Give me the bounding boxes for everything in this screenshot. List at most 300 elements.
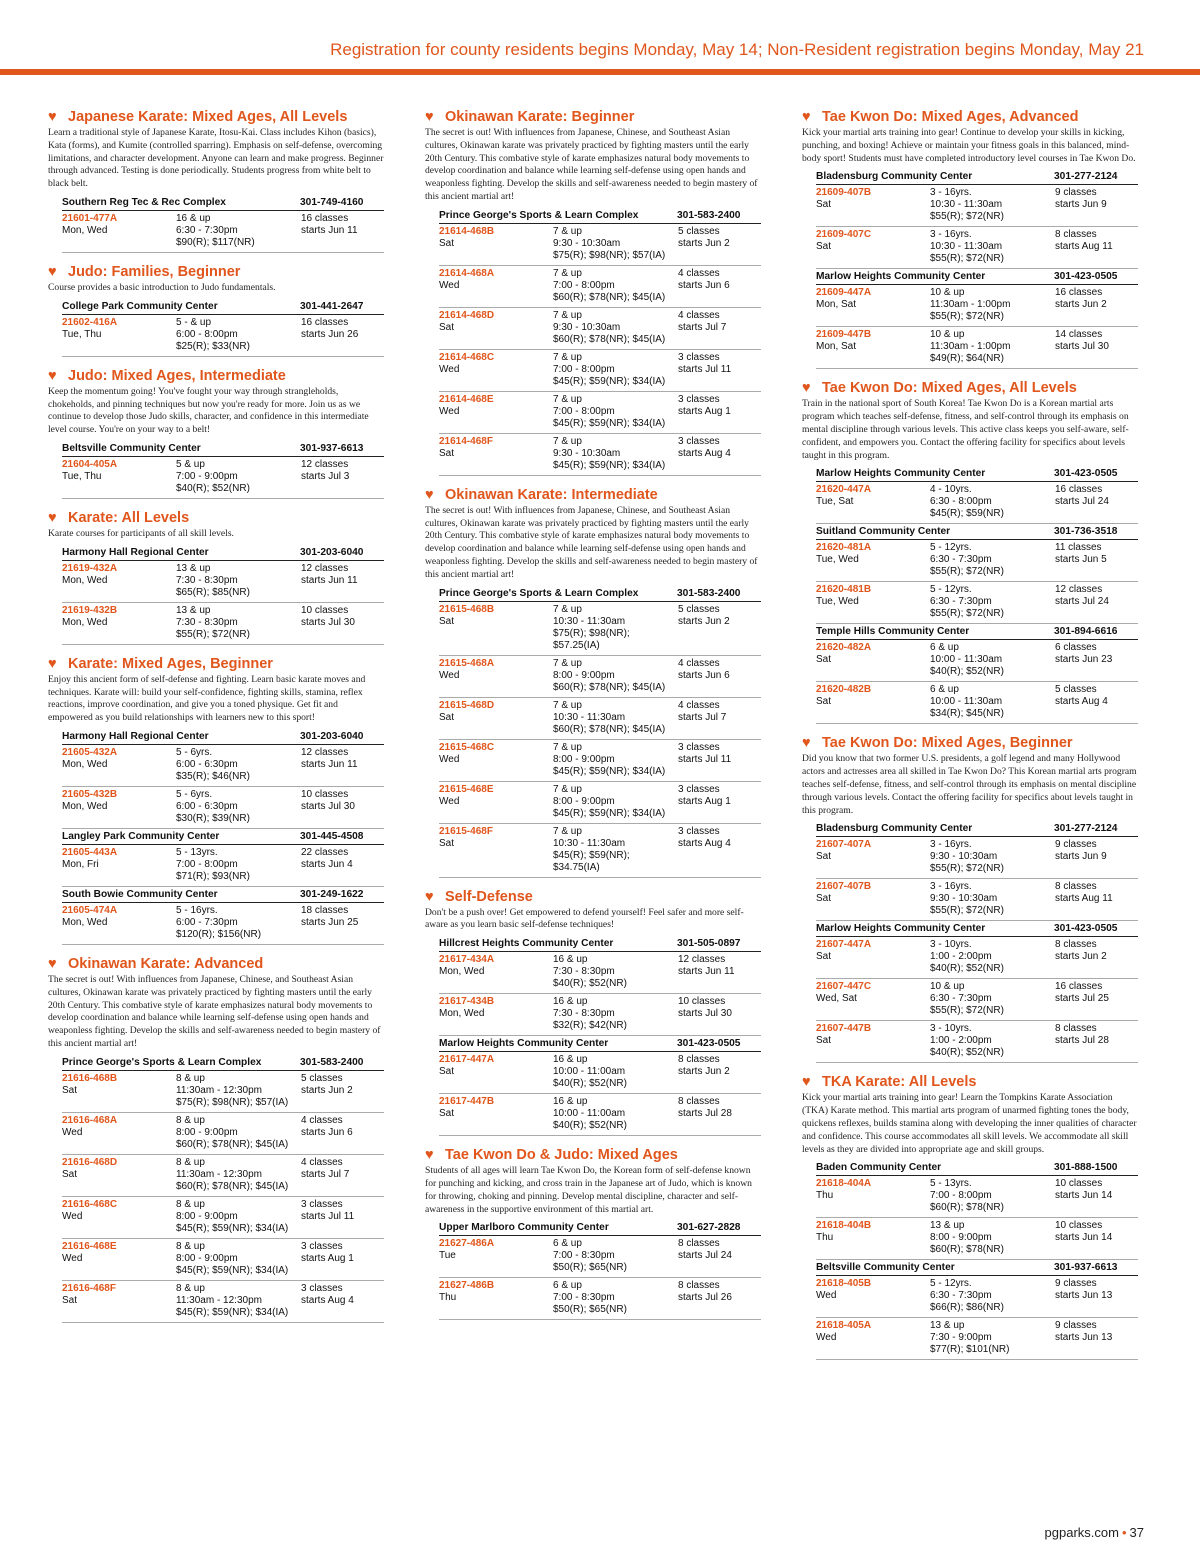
course-fee: $55(R); $72(NR)	[930, 1005, 1004, 1017]
course-time: 7:00 - 8:00pm	[553, 279, 615, 291]
course-days: Sat	[816, 1035, 832, 1047]
location-phone: 301-277-2124	[1054, 171, 1118, 183]
course-fee: $45(R); $59(NR); $34(IA)	[553, 807, 666, 819]
course-days: Sat	[816, 851, 832, 863]
course-classes: 8 classes	[1055, 939, 1097, 951]
course-time: 11:30am - 12:30pm	[176, 1168, 262, 1180]
course-days: Mon, Wed	[62, 758, 108, 770]
course-code[interactable]: 21616-468B	[62, 1072, 118, 1084]
course-ages: 10 & up	[930, 329, 965, 341]
course-code[interactable]: 21620-481B	[816, 584, 872, 596]
course-classes: 16 classes	[1055, 484, 1103, 496]
course-col-id	[62, 1115, 176, 1151]
course-code[interactable]: 21616-468F	[62, 1282, 116, 1294]
course-col-id	[439, 954, 553, 990]
course-classes: 12 classes	[301, 746, 349, 758]
course-time: 6:30 - 7:30pm	[930, 596, 992, 608]
course-fee: $55(R); $72(NR)	[176, 628, 250, 640]
course-time: 10:00 - 11:30am	[930, 696, 1003, 708]
section-heading	[425, 108, 761, 126]
course-col-details	[553, 1054, 678, 1090]
course-fee: $45(R); $59(NR); $34(IA)	[553, 417, 666, 429]
course-ages: 6 & up	[553, 1280, 582, 1292]
course-row	[439, 308, 761, 350]
course-days: Sat	[816, 951, 832, 963]
course-time: 7:30 - 8:30pm	[553, 966, 615, 978]
course-classes: 10 classes	[1055, 1178, 1103, 1190]
course-fee: $55(R); $72(NR)	[930, 253, 1004, 265]
course-time: 9:30 - 10:30am	[553, 321, 621, 333]
course-ages: 3 - 10yrs.	[930, 939, 972, 951]
course-col-schedule	[301, 317, 384, 353]
course-ages: 8 & up	[176, 1198, 205, 1210]
location-header	[439, 1036, 761, 1052]
course-code[interactable]: 21616-468E	[62, 1240, 117, 1252]
course-days: Wed	[816, 1332, 837, 1344]
section-description: Karate courses for participants of all skill levels.	[48, 527, 234, 539]
course-time: 7:00 - 8:30pm	[553, 1250, 615, 1262]
course-classes: 8 classes	[1055, 881, 1097, 893]
course-fee: $66(R); $86(NR)	[930, 1302, 1004, 1314]
course-start: starts Jun 13	[1055, 1290, 1113, 1302]
course-row	[439, 224, 761, 266]
course-days: Wed	[62, 1252, 83, 1264]
course-days: Mon, Wed	[62, 800, 108, 812]
course-row	[816, 327, 1138, 369]
course-days: Thu	[439, 1292, 457, 1304]
section-title: Karate: All Levels	[68, 509, 190, 526]
course-code[interactable]: 21614-468F	[439, 435, 493, 447]
course-ages: 7 & up	[553, 825, 582, 837]
course-col-id	[62, 1157, 176, 1193]
course-col-id	[439, 226, 553, 262]
course-code[interactable]: 21617-434A	[439, 954, 495, 966]
course-code[interactable]: 21618-404B	[816, 1220, 872, 1232]
course-classes: 9 classes	[1055, 1320, 1097, 1332]
course-row	[816, 540, 1138, 582]
course-code[interactable]: 21617-447B	[439, 1096, 495, 1108]
course-fee: $40(R); $52(NR)	[553, 978, 627, 990]
course-code[interactable]: 21619-432B	[62, 604, 118, 616]
course-col-schedule	[301, 563, 384, 599]
course-start: starts Aug 1	[678, 795, 731, 807]
course-code[interactable]: 21605-474A	[62, 904, 118, 916]
course-col-details	[176, 1241, 301, 1277]
course-col-schedule	[301, 905, 384, 941]
course-code[interactable]: 21618-405A	[816, 1320, 872, 1332]
course-start: starts Jun 6	[678, 279, 730, 291]
course-days: Mon, Wed	[439, 1008, 485, 1020]
course-fee: $40(R); $52(NR)	[553, 1078, 627, 1090]
section-heading	[48, 263, 384, 281]
course-code[interactable]: 21615-468D	[439, 699, 495, 711]
course-time: 8:00 - 9:00pm	[176, 1252, 238, 1264]
section-title: Karate: Mixed Ages, Beginner	[68, 655, 273, 672]
course-fee: $55(R); $72(NR)	[930, 566, 1004, 578]
registration-banner: Registration for county residents begins Monday, May 14; Non-Resident registration begins Monday, May 21	[330, 40, 1144, 59]
location-name: Bladensburg Community Center	[816, 171, 973, 183]
course-classes: 4 classes	[301, 1156, 343, 1168]
course-code[interactable]: 21615-468E	[439, 783, 494, 795]
course-days: Wed, Sat	[816, 993, 857, 1005]
course-code[interactable]: 21614-468A	[439, 267, 495, 279]
course-ages: 5 - 12yrs.	[930, 542, 972, 554]
course-classes: 5 classes	[678, 225, 720, 237]
course-col-details	[930, 229, 1055, 265]
course-time: 7:00 - 8:00pm	[930, 1190, 992, 1202]
course-code[interactable]: 21627-486A	[439, 1238, 495, 1250]
course-code[interactable]: 21617-447A	[439, 1054, 495, 1066]
course-col-schedule	[678, 1238, 761, 1274]
course-code[interactable]: 21609-447B	[816, 329, 872, 341]
course-code[interactable]: 21605-432B	[62, 788, 118, 800]
course-col-schedule	[1055, 542, 1138, 578]
location-name: Marlow Heights Community Center	[816, 468, 986, 480]
course-fee: $30(R); $39(NR)	[176, 812, 250, 824]
location-name: Hillcrest Heights Community Center	[439, 938, 614, 950]
course-days: Tue, Wed	[816, 596, 859, 608]
course-col-schedule	[678, 742, 761, 778]
course-ages: 8 & up	[176, 1156, 205, 1168]
course-ages: 7 & up	[553, 393, 582, 405]
course-code[interactable]: 21620-482B	[816, 684, 872, 696]
section-heading	[48, 509, 384, 527]
course-days: Mon, Wed	[62, 916, 108, 928]
course-col-schedule	[301, 605, 384, 641]
course-time: 7:30 - 8:30pm	[176, 616, 238, 628]
program-section	[425, 486, 761, 878]
course-start: starts Jun 2	[1055, 951, 1107, 963]
location-phone: 301-583-2400	[300, 1056, 364, 1068]
course-start: starts Jun 6	[678, 669, 730, 681]
course-col-schedule	[1055, 229, 1138, 265]
course-start: starts Jun 14	[1055, 1190, 1113, 1202]
location-name: Langley Park Community Center	[62, 830, 220, 842]
course-col-id	[439, 996, 553, 1032]
course-col-details	[176, 905, 301, 941]
course-days: Sat	[439, 237, 455, 249]
course-code[interactable]: 21617-434B	[439, 996, 495, 1008]
course-row	[62, 561, 384, 603]
course-row	[816, 285, 1138, 327]
course-classes: 4 classes	[678, 699, 720, 711]
course-code[interactable]: 21601-477A	[62, 212, 118, 224]
section-title: Japanese Karate: Mixed Ages, All Levels	[68, 109, 348, 125]
course-row	[816, 1176, 1138, 1218]
course-col-details	[176, 747, 301, 783]
course-code[interactable]: 21609-407B	[816, 187, 872, 199]
course-time: 9:30 - 10:30am	[930, 893, 998, 905]
course-fee: $60(R); $78(NR); $45(IA)	[553, 681, 666, 693]
course-code[interactable]: 21604-405A	[62, 458, 118, 470]
course-start: starts Jun 14	[1055, 1232, 1113, 1244]
course-col-details	[553, 226, 678, 262]
course-code[interactable]: 21607-407A	[816, 839, 872, 851]
course-code[interactable]: 21627-486B	[439, 1280, 495, 1292]
course-time: 10:30 - 11:30am	[930, 199, 1003, 211]
course-ages: 7 & up	[553, 351, 582, 363]
course-code[interactable]: 21620-482A	[816, 642, 872, 654]
course-start: starts Aug 4	[678, 447, 731, 459]
course-col-details	[176, 1115, 301, 1151]
course-col-details	[930, 642, 1055, 678]
course-start: starts Jul 28	[678, 1108, 732, 1120]
column-2	[425, 108, 761, 1330]
course-col-details	[930, 1278, 1055, 1314]
course-ages: 10 & up	[930, 981, 965, 993]
course-ages: 8 & up	[176, 1240, 205, 1252]
course-time: 6:00 - 6:30pm	[176, 758, 238, 770]
location-phone: 301-445-4508	[300, 830, 364, 842]
course-col-schedule	[301, 1115, 384, 1151]
course-days: Mon, Wed	[62, 616, 108, 628]
course-fee: $75(R); $98(NR); $57(IA)	[553, 249, 666, 261]
course-fee: $40(R); $52(NR)	[553, 1120, 627, 1132]
course-start: starts Jun 11	[301, 574, 358, 586]
course-time: 11:30am - 1:00pm	[930, 299, 1011, 311]
course-code[interactable]: 21607-447A	[816, 939, 872, 951]
location-name: Harmony Hall Regional Center	[62, 546, 209, 558]
heart-icon: ♥	[425, 1147, 434, 1164]
course-classes: 3 classes	[301, 1240, 343, 1252]
course-days: Wed	[439, 669, 460, 681]
course-classes: 3 classes	[678, 435, 720, 447]
course-ages: 5 - 6yrs.	[176, 746, 213, 758]
location-header	[439, 936, 761, 952]
course-col-id	[62, 1073, 176, 1109]
course-col-id	[439, 826, 553, 874]
course-days: Sat	[439, 1108, 455, 1120]
location-phone: 301-203-6040	[300, 730, 364, 742]
course-col-schedule	[678, 1054, 761, 1090]
course-code[interactable]: 21609-407C	[816, 229, 872, 241]
course-classes: 3 classes	[678, 825, 720, 837]
course-code[interactable]: 21615-468B	[439, 603, 495, 615]
location-name: Temple Hills Community Center	[816, 626, 970, 638]
section-description: Students of all ages will learn Tae Kwon Do, the Korean form of self-defense known for punching and kicking, and cross train in the Japanese art of Judo, which is known for throwing, choking and pinning. Develop mental discipline, character and self-awareness in the supportive environment of this martial art.	[425, 1165, 752, 1215]
heart-icon: ♥	[48, 109, 57, 125]
course-col-details	[553, 352, 678, 388]
course-fee: $60(R); $78(NR); $45(IA)	[553, 291, 666, 303]
location-name: Prince George's Sports & Learn Complex	[62, 1056, 262, 1068]
course-row	[816, 582, 1138, 624]
course-code[interactable]: 21609-447A	[816, 287, 872, 299]
course-classes: 12 classes	[301, 562, 349, 574]
course-ages: 7 & up	[553, 435, 582, 447]
course-classes: 3 classes	[678, 783, 720, 795]
course-fee: $50(R); $65(NR)	[553, 1262, 627, 1274]
section-heading	[425, 888, 761, 906]
column-3	[802, 108, 1138, 1370]
course-col-schedule	[1055, 839, 1138, 875]
course-code[interactable]: 21615-468C	[439, 741, 495, 753]
course-time: 10:30 - 11:30am	[553, 837, 626, 849]
course-col-schedule	[1055, 1023, 1138, 1059]
course-code[interactable]: 21616-468C	[62, 1198, 118, 1210]
course-classes: 4 classes	[678, 657, 720, 669]
location-header	[816, 524, 1138, 540]
course-row	[439, 434, 761, 476]
course-col-id	[439, 436, 553, 472]
course-col-id	[62, 213, 176, 249]
course-time: 6:00 - 8:00pm	[176, 328, 238, 340]
course-days: Sat	[816, 654, 832, 666]
course-col-details	[176, 1157, 301, 1193]
course-code[interactable]: 21605-432A	[62, 746, 118, 758]
course-col-id	[62, 747, 176, 783]
course-classes: 16 classes	[1055, 287, 1103, 299]
course-col-details	[930, 484, 1055, 520]
course-days: Sat	[816, 241, 832, 253]
course-classes: 12 classes	[301, 458, 349, 470]
course-code[interactable]: 21615-468F	[439, 825, 493, 837]
course-code[interactable]: 21614-468D	[439, 309, 495, 321]
course-col-id	[62, 563, 176, 599]
course-time: 8:00 - 9:00pm	[553, 795, 615, 807]
course-code[interactable]: 21620-447A	[816, 484, 872, 496]
page-number: 37	[1129, 1525, 1144, 1540]
course-code[interactable]: 21616-468D	[62, 1156, 118, 1168]
course-days: Sat	[439, 837, 455, 849]
location-name: Suitland Community Center	[816, 526, 951, 538]
course-days: Mon, Wed	[62, 574, 108, 586]
course-start: starts Aug 11	[1055, 241, 1113, 253]
location-name: Beltsville Community Center	[816, 1262, 955, 1274]
course-fee: $55(R); $72(NR)	[930, 608, 1004, 620]
course-ages: 10 & up	[930, 287, 965, 299]
course-classes: 8 classes	[678, 1054, 720, 1066]
course-col-details	[553, 1280, 678, 1316]
course-code[interactable]: 21618-404A	[816, 1178, 872, 1190]
course-row	[439, 392, 761, 434]
course-start: starts Jun 2	[1055, 299, 1107, 311]
course-col-id	[62, 1283, 176, 1319]
course-code[interactable]: 21618-405B	[816, 1278, 872, 1290]
location-phone: 301-888-1500	[1054, 1162, 1118, 1174]
course-code[interactable]: 21607-447B	[816, 1023, 872, 1035]
course-classes: 3 classes	[678, 351, 720, 363]
course-fee: $55(R); $72(NR)	[930, 863, 1004, 875]
location-phone: 301-627-2828	[677, 1222, 741, 1234]
course-classes: 5 classes	[678, 603, 720, 615]
course-col-details	[930, 1023, 1055, 1059]
course-time: 7:00 - 8:00pm	[553, 405, 615, 417]
course-code[interactable]: 21602-416A	[62, 316, 118, 328]
course-row	[816, 227, 1138, 269]
course-col-id	[816, 229, 930, 265]
heart-icon: ♥	[802, 1074, 811, 1091]
course-time: 9:30 - 10:30am	[930, 851, 998, 863]
course-fee: $65(R); $85(NR)	[176, 586, 250, 598]
course-classes: 4 classes	[678, 309, 720, 321]
course-days: Mon, Wed	[62, 224, 108, 236]
course-code[interactable]: 21607-407B	[816, 881, 872, 893]
heart-icon: ♥	[802, 380, 811, 397]
course-row	[439, 824, 761, 878]
location-name: Southern Reg Tec & Rec Complex	[62, 196, 226, 208]
course-code[interactable]: 21620-481A	[816, 542, 872, 554]
program-section	[802, 734, 1138, 1063]
course-code[interactable]: 21614-468B	[439, 225, 495, 237]
course-fee: $49(R); $64(NR)	[930, 353, 1004, 365]
course-ages: 16 & up	[553, 996, 588, 1008]
course-start: starts Jun 13	[1055, 1332, 1113, 1344]
section-heading	[425, 1146, 761, 1164]
location-header	[816, 921, 1138, 937]
course-ages: 5 - 12yrs.	[930, 1278, 972, 1290]
course-code[interactable]: 21605-443A	[62, 846, 118, 858]
course-start: starts Jul 28	[1055, 1035, 1109, 1047]
course-ages: 5 - 12yrs.	[930, 584, 972, 596]
course-col-details	[930, 1220, 1055, 1256]
section-title: Tae Kwon Do: Mixed Ages, All Levels	[822, 380, 1077, 397]
location-header	[816, 466, 1138, 482]
course-col-details	[176, 317, 301, 353]
course-days: Wed	[439, 279, 460, 291]
course-col-id	[62, 905, 176, 941]
course-code[interactable]: 21615-468A	[439, 657, 495, 669]
course-start: starts Jun 26	[301, 328, 359, 340]
course-col-id	[439, 268, 553, 304]
location-header	[816, 821, 1138, 837]
section-heading	[48, 108, 384, 126]
course-classes: 16 classes	[301, 316, 349, 328]
course-classes: 12 classes	[1055, 584, 1103, 596]
course-code[interactable]: 21614-468E	[439, 393, 494, 405]
section-title: Tae Kwon Do: Mixed Ages, Beginner	[822, 735, 1073, 752]
course-days: Wed	[439, 363, 460, 375]
location-header	[62, 441, 384, 457]
course-col-id	[439, 352, 553, 388]
course-time: 6:00 - 6:30pm	[176, 800, 238, 812]
course-col-details	[553, 954, 678, 990]
course-row	[439, 740, 761, 782]
course-fee: $60(R); $78(NR); $45(IA)	[176, 1180, 289, 1192]
location-name: Marlow Heights Community Center	[816, 271, 986, 283]
location-header	[62, 829, 384, 845]
course-col-schedule	[1055, 1278, 1138, 1314]
course-col-details	[930, 684, 1055, 720]
course-row	[816, 837, 1138, 879]
course-days: Sat	[816, 893, 832, 905]
section-heading	[802, 734, 1138, 752]
course-days: Thu	[816, 1190, 834, 1202]
program-section	[802, 108, 1138, 369]
course-row	[62, 1281, 384, 1323]
column-1	[48, 108, 384, 1333]
course-classes: 9 classes	[1055, 839, 1097, 851]
course-days: Mon, Fri	[62, 858, 99, 870]
course-code[interactable]: 21614-468C	[439, 351, 495, 363]
location-name: Marlow Heights Community Center	[439, 1038, 609, 1050]
course-fee: $45(R); $59(NR); $34(IA)	[553, 765, 666, 777]
course-col-details	[176, 847, 301, 883]
course-code[interactable]: 21607-447C	[816, 981, 872, 993]
footer-site[interactable]: pgparks.com	[1044, 1525, 1119, 1540]
course-col-schedule	[301, 1073, 384, 1109]
course-fee: $40(R); $52(NR)	[176, 482, 250, 494]
course-classes: 8 classes	[678, 1280, 720, 1292]
course-days: Mon, Wed	[439, 966, 485, 978]
course-col-id	[816, 1023, 930, 1059]
course-code[interactable]: 21616-468A	[62, 1114, 118, 1126]
course-col-schedule	[301, 1283, 384, 1319]
course-days: Tue, Thu	[62, 470, 102, 482]
course-ages: 5 - & up	[176, 316, 212, 328]
course-code[interactable]: 21619-432A	[62, 562, 118, 574]
course-col-schedule	[1055, 981, 1138, 1017]
heart-icon: ♥	[48, 655, 57, 672]
